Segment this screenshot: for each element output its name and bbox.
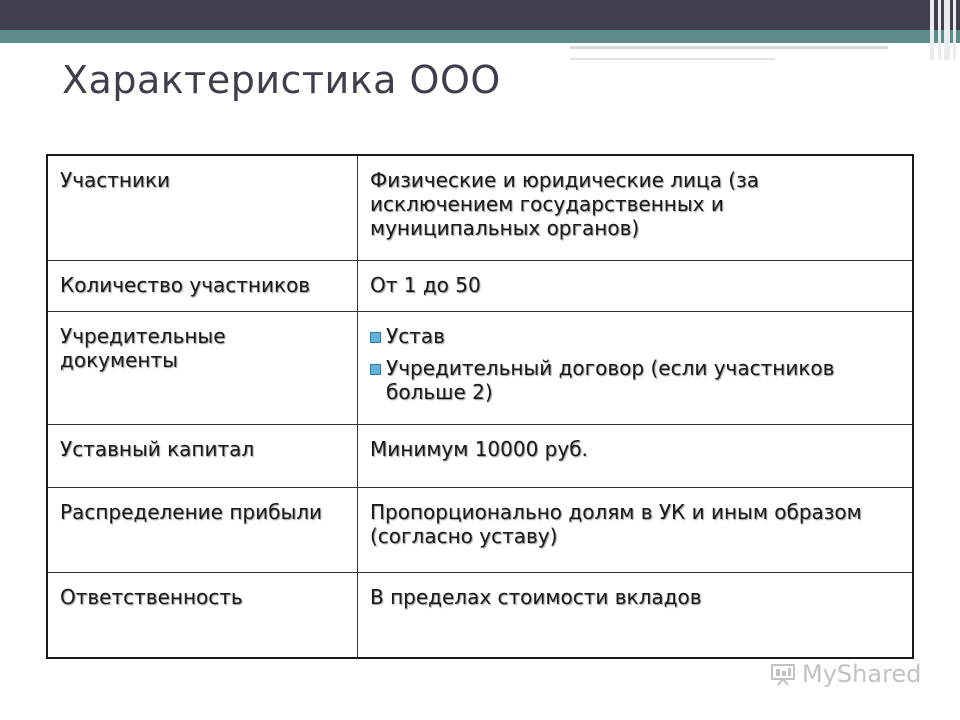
list-item bbox=[370, 324, 900, 348]
square-bullet-icon bbox=[370, 364, 381, 375]
header-dark-bar bbox=[0, 0, 960, 30]
row-value: От 1 до 50 bbox=[358, 261, 914, 312]
table-row bbox=[47, 155, 913, 261]
decorative-line bbox=[570, 58, 775, 60]
row-value: Физические и юридические лица (за исключением государственных и муниципальных органов) bbox=[358, 155, 914, 261]
list-item-text: Устав bbox=[386, 324, 445, 348]
row-label: Уставный капитал bbox=[47, 425, 358, 488]
row-label: Распределение прибыли bbox=[47, 488, 358, 573]
row-value: В пределах стоимости вкладов bbox=[358, 573, 914, 659]
characteristics-table bbox=[46, 154, 914, 659]
table-row bbox=[47, 488, 913, 573]
slide-title: Характеристика ООО bbox=[62, 58, 501, 102]
row-label: Ответственность bbox=[47, 573, 358, 659]
document-list bbox=[370, 324, 900, 404]
row-label: Учредительные документы bbox=[47, 312, 358, 425]
list-item bbox=[370, 356, 900, 404]
row-value: Пропорционально долям в УК и иным образом (согласно уставу) bbox=[358, 488, 914, 573]
table-row bbox=[47, 312, 913, 425]
table-row bbox=[47, 261, 913, 312]
row-label: Участники bbox=[47, 155, 358, 261]
list-item-text: Учредительный договор (если участников больше 2) bbox=[386, 356, 835, 404]
header-accent-bar bbox=[0, 30, 960, 43]
table-row bbox=[47, 425, 913, 488]
row-label: Количество участников bbox=[47, 261, 358, 312]
decorative-line bbox=[570, 46, 888, 49]
square-bullet-icon bbox=[370, 332, 381, 343]
row-value: Минимум 10000 руб. bbox=[358, 425, 914, 488]
decorative-stripes bbox=[930, 0, 960, 60]
watermark-text: MyShared bbox=[802, 660, 922, 688]
row-value bbox=[358, 312, 914, 425]
table-row bbox=[47, 573, 913, 659]
watermark-logo bbox=[770, 660, 921, 688]
presentation-icon bbox=[770, 662, 796, 686]
